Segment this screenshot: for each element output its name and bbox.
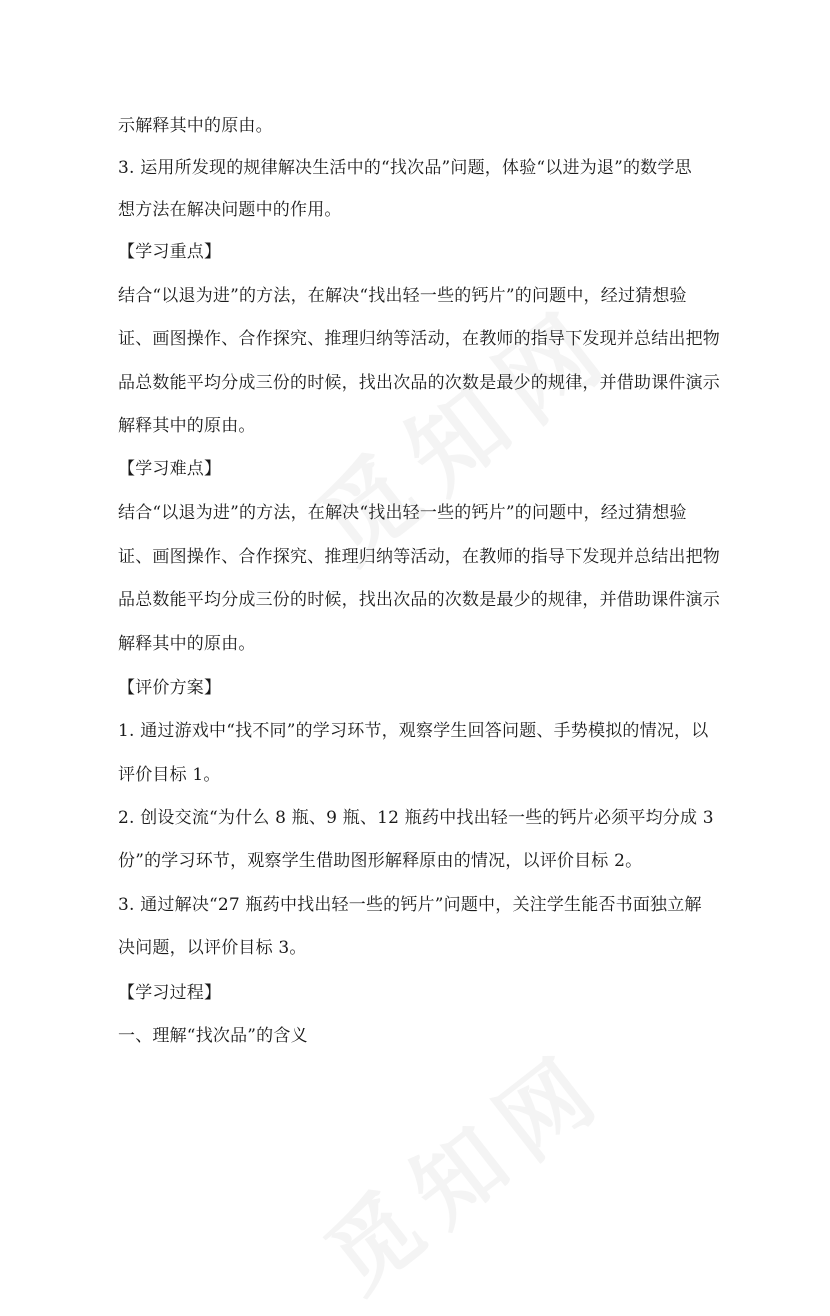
body-line: 份”的学习环节，观察学生借助图形解释原由的情况，以评价目标 2。 xyxy=(118,851,643,871)
body-line: 解释其中的原由。 xyxy=(118,634,256,654)
body-line: 2. 创设交流“为什么 8 瓶、9 瓶、12 瓶药中找出轻一些的钙片必须平均分成 3 xyxy=(118,808,714,828)
body-line: 决问题，以评价目标 3。 xyxy=(118,938,307,958)
body-line: 评价目标 1。 xyxy=(118,765,221,785)
body-line: 证、画图操作、合作探究、推理归纳等活动，在教师的指导下发现并总结出把物 xyxy=(118,329,720,349)
section-heading: 【学习难点】 xyxy=(118,459,222,479)
body-line: 证、画图操作、合作探究、推理归纳等活动，在教师的指导下发现并总结出把物 xyxy=(118,547,720,567)
section-heading: 【学习重点】 xyxy=(118,242,222,262)
body-line: 3. 运用所发现的规律解决生活中的“找次品”问题，体验“以进为退”的数学思 xyxy=(118,158,692,178)
body-line: 示解释其中的原由。 xyxy=(118,116,273,136)
body-line: 解释其中的原由。 xyxy=(118,416,256,436)
body-line: 品总数能平均分成三份的时候，找出次品的次数是最少的规律，并借助课件演示 xyxy=(118,373,720,393)
body-line: 结合“以退为进”的方法，在解决“找出轻一些的钙片”的问题中，经过猜想验 xyxy=(118,503,687,523)
body-line: 1. 通过游戏中“找不同”的学习环节，观察学生回答问题、手势模拟的情况，以 xyxy=(118,721,709,741)
subsection-heading: 一、理解“找次品”的含义 xyxy=(118,1026,308,1046)
section-heading: 【评价方案】 xyxy=(118,678,222,698)
watermark-bottom xyxy=(294,1014,629,1316)
body-line: 结合“以退为进”的方法，在解决“找出轻一些的钙片”的问题中，经过猜想验 xyxy=(118,286,687,306)
body-line: 3. 通过解决“27 瓶药中找出轻一些的钙片”问题中，关注学生能否书面独立解 xyxy=(118,895,702,915)
body-line: 品总数能平均分成三份的时候，找出次品的次数是最少的规律，并借助课件演示 xyxy=(118,590,720,610)
section-heading: 【学习过程】 xyxy=(118,983,222,1003)
body-line: 想方法在解决问题中的作用。 xyxy=(118,200,342,220)
